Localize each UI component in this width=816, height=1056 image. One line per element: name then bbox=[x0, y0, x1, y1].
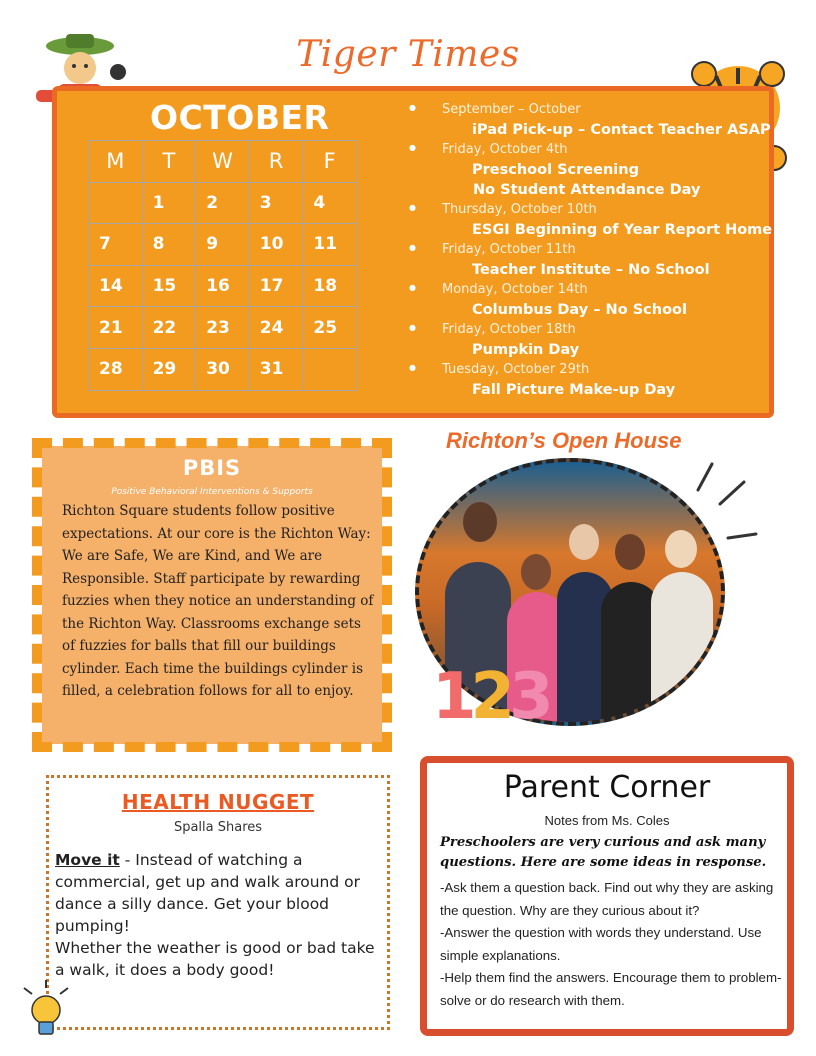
calendar-week-row bbox=[89, 182, 357, 224]
health-nugget-title: HEALTH NUGGET bbox=[121, 790, 315, 814]
calendar-week-row bbox=[89, 307, 357, 349]
calendar-day: 15 bbox=[142, 265, 196, 307]
event-description: No Student Attendance Day bbox=[473, 182, 701, 198]
health-text: - Instead of watching a commercial, get up and walk around or dance a silly dance. Get your blood pumping! bbox=[55, 851, 360, 935]
calendar-day: 3 bbox=[249, 182, 303, 224]
pbis-subtitle: Positive Behavioral Interventions & Supports bbox=[111, 487, 313, 497]
health-nugget-subtitle: Spalla Shares bbox=[173, 820, 263, 835]
event-description: iPad Pick-up – Contact Teacher ASAP bbox=[472, 122, 771, 138]
event-date: ● Monday, October 14th bbox=[442, 282, 588, 297]
photo-person-head bbox=[463, 502, 497, 542]
pbis-body: Richton Square students follow positive expectations. At our core is the Richton Way: We are Safe, We are Kind, and We are Responsible. Staff participate by rewarding fuzzies when they notice an understanding of the Richton Way. Classrooms exchange sets of fuzzies for balls that fill our buildings cylinder. Each time the buildings cylinder is filled, a celebration follows for all to enjoy. bbox=[62, 503, 374, 699]
photo-person-head bbox=[615, 534, 645, 570]
calendar-day: 17 bbox=[249, 265, 303, 307]
pbis-title: PBIS bbox=[182, 456, 242, 480]
parent-corner-intro: Preschoolers are very curious and ask many questions. Here are some ideas in response. bbox=[440, 835, 767, 870]
event-date: ● Thursday, October 10th bbox=[442, 202, 597, 217]
photo-person-head bbox=[569, 524, 599, 560]
parent-tip: -Ask them a question back. Find out why they are asking the question. Why are they curious about it? bbox=[440, 880, 774, 918]
calendar-day: 30 bbox=[196, 348, 250, 390]
calendar-day bbox=[303, 348, 357, 390]
event-item bbox=[412, 240, 772, 280]
deco-number: 1 bbox=[432, 660, 471, 734]
parent-corner-tips bbox=[440, 877, 782, 1012]
calendar-day: 11 bbox=[303, 224, 357, 266]
weekday-header: W bbox=[196, 141, 250, 183]
calendar-day: 8 bbox=[142, 224, 196, 266]
calendar-week-row bbox=[89, 224, 357, 266]
calendar-day: 31 bbox=[249, 348, 303, 390]
calendar-day: 1 bbox=[142, 182, 196, 224]
event-item bbox=[412, 100, 772, 140]
calendar-day: 18 bbox=[303, 265, 357, 307]
deco-number: 2 bbox=[470, 660, 510, 734]
photo-person-head bbox=[665, 530, 697, 568]
numbers-decoration bbox=[432, 660, 548, 734]
health-nugget-body bbox=[55, 849, 383, 981]
calendar-day: 9 bbox=[196, 224, 250, 266]
lightbulb-icon bbox=[20, 978, 72, 1044]
calendar-day bbox=[89, 182, 143, 224]
photo-person bbox=[651, 572, 713, 726]
month-calendar bbox=[88, 140, 357, 391]
event-description: Columbus Day – No School bbox=[472, 302, 687, 318]
calendar-day: 7 bbox=[89, 224, 143, 266]
health-text-2: Whether the weather is good or bad take a walk, it does a body good! bbox=[55, 939, 375, 979]
parent-tip: -Help them find the answers. Encourage them to problem-solve or do research with them. bbox=[440, 970, 782, 1008]
event-item bbox=[412, 200, 772, 240]
calendar-day: 10 bbox=[249, 224, 303, 266]
parent-corner-title: Parent Corner bbox=[503, 770, 711, 805]
weekday-header: R bbox=[249, 141, 303, 183]
event-date: ● Friday, October 18th bbox=[442, 322, 576, 337]
calendar-week-row bbox=[89, 265, 357, 307]
calendar-day: 24 bbox=[249, 307, 303, 349]
open-house-title: Richton’s Open House bbox=[446, 428, 682, 453]
calendar-day: 4 bbox=[303, 182, 357, 224]
event-description: Fall Picture Make-up Day bbox=[472, 382, 676, 398]
calendar-day: 16 bbox=[196, 265, 250, 307]
weekday-header: T bbox=[142, 141, 196, 183]
event-date: ● Tuesday, October 29th bbox=[442, 362, 590, 377]
event-item bbox=[412, 360, 772, 400]
calendar-day: 28 bbox=[89, 348, 143, 390]
event-date: ● September – October bbox=[442, 102, 581, 117]
calendar-day: 25 bbox=[303, 307, 357, 349]
health-lead: Move it bbox=[55, 851, 120, 869]
parent-tip: -Answer the question with words they understand. Use simple explanations. bbox=[440, 925, 762, 963]
calendar-day: 23 bbox=[196, 307, 250, 349]
deco-number: 3 bbox=[509, 660, 548, 734]
event-item bbox=[412, 280, 772, 320]
calendar-day: 21 bbox=[89, 307, 143, 349]
calendar-day: 29 bbox=[142, 348, 196, 390]
event-description: Pumpkin Day bbox=[472, 342, 580, 358]
event-description: Preschool Screening bbox=[472, 162, 639, 178]
event-date: ● Friday, October 11th bbox=[442, 242, 576, 257]
photo-person-head bbox=[521, 554, 551, 590]
calendar-weekday-row bbox=[89, 141, 357, 183]
calendar-day: 22 bbox=[142, 307, 196, 349]
calendar-week-row bbox=[89, 348, 357, 390]
events-list bbox=[412, 100, 772, 400]
calendar-day: 2 bbox=[196, 182, 250, 224]
parent-corner-subtitle: Notes from Ms. Coles bbox=[544, 813, 670, 828]
event-item bbox=[412, 320, 772, 360]
weekday-header: F bbox=[303, 141, 357, 183]
month-title: OCTOBER bbox=[150, 98, 330, 137]
event-description: ESGI Beginning of Year Report Home bbox=[472, 222, 773, 238]
weekday-header: M bbox=[89, 141, 143, 183]
newsletter-title: Tiger Times bbox=[296, 34, 520, 75]
event-item bbox=[412, 140, 772, 200]
event-date: ● Friday, October 4th bbox=[442, 142, 568, 157]
event-description: Teacher Institute – No School bbox=[472, 262, 710, 278]
calendar-day: 14 bbox=[89, 265, 143, 307]
